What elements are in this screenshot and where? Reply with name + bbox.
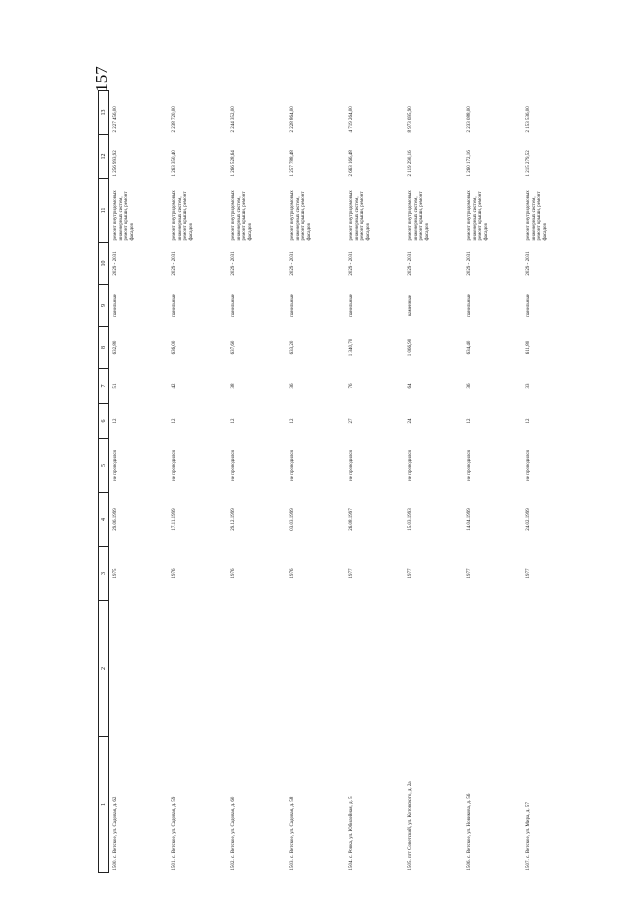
wall-material-cell: панельные [526, 294, 531, 317]
repair-program-table [98, 90, 581, 873]
year-cell: 1976 [290, 568, 295, 579]
area-cell: 1 340,70 [349, 338, 354, 357]
address-cell: 1506. с. Ветское, ул. Новикова, д. 56 [467, 793, 472, 871]
date-cell: 17.11.1999 [172, 508, 177, 531]
cost-cell: 1 260 172,16 [467, 150, 472, 177]
date-cell: 29.06.1999 [113, 508, 118, 531]
area-cell: 636,00 [172, 340, 177, 355]
year-cell: 1977 [526, 568, 531, 579]
date-cell: 24.02.1999 [526, 508, 531, 531]
wall-material-cell: панельные [467, 294, 472, 317]
work-types-cell: ремонт внутридомовых инженерных систем, ремонт крыши, ремонт фасадов [467, 190, 489, 241]
column-header-3: 3 [99, 547, 109, 601]
units-cell: 12 [526, 418, 531, 424]
area-cell: 632,80 [113, 340, 118, 355]
area-cell: 634,40 [467, 340, 472, 355]
area-cell: 633,20 [290, 340, 295, 355]
table-row [227, 91, 286, 873]
year-cell: 1975 [113, 568, 118, 579]
units-cell: 27 [349, 418, 354, 424]
date-cell: 29.12.1999 [231, 508, 236, 531]
total-cell: 2 238 720,00 [172, 106, 177, 133]
period-cell: 2029 - 2031 [231, 251, 236, 276]
date-cell: 14.04.1999 [467, 508, 472, 531]
area-cell: 637,60 [231, 340, 236, 355]
column-header-9: 9 [99, 285, 109, 327]
cost-cell: 1 266 528,64 [231, 150, 236, 177]
period-cell: 2029 - 2031 [526, 251, 531, 276]
work-types-cell: ремонт внутридомовых инженерных систем, ремонт крыши, ремонт фасадов [172, 190, 194, 241]
year-cell: 1977 [467, 568, 472, 579]
total-cell: 4 719 264,00 [349, 106, 354, 133]
units-cell: 12 [290, 418, 295, 424]
residents-cell: 42 [172, 383, 177, 389]
year-cell: 1977 [408, 568, 413, 579]
work-types-cell: ремонт внутридомовых инженерных систем, ремонт крыши, ремонт фасадов [290, 190, 312, 241]
cost-cell: 1 263 350,40 [172, 150, 177, 177]
residents-cell: 38 [231, 383, 236, 389]
wall-material-cell: панельные [290, 294, 295, 317]
column-header-11: 11 [99, 179, 109, 243]
address-cell: 1505. пгт Советский, ул. Котовского, д. 2а [408, 781, 413, 871]
previous-repair-cell: не проводился [349, 450, 354, 481]
previous-repair-cell: не проводился [172, 450, 177, 481]
cost-cell: 2 663 166,48 [349, 150, 354, 177]
address-cell: 1503. с. Ветское, ул. Садовая, д. 58 [290, 796, 295, 871]
work-types-cell: ремонт внутридомовых инженерных систем, ремонт крыши, ремонт фасадов [408, 190, 430, 241]
units-cell: 12 [231, 418, 236, 424]
column-header-4: 4 [99, 493, 109, 547]
wall-material-cell: панельные [349, 294, 354, 317]
address-cell: 1500. с. Ветское, ул. Садовая, д. 62 [113, 796, 118, 871]
wall-material-cell: панельные [172, 294, 177, 317]
units-cell: 12 [113, 418, 118, 424]
period-cell: 2029 - 2031 [172, 251, 177, 276]
total-cell: 2 227 456,00 [113, 106, 118, 133]
previous-repair-cell: не проводился [526, 450, 531, 481]
cost-cell: 1 257 788,48 [290, 150, 295, 177]
units-cell: 12 [172, 418, 177, 424]
cost-cell: 1 215 279,52 [526, 150, 531, 177]
previous-repair-cell: не проводился [408, 450, 413, 481]
units-cell: 24 [408, 418, 413, 424]
work-types-cell: ремонт внутридомовых инженерных систем, ремонт крыши, ремонт фасадов [349, 190, 371, 241]
table-row [463, 91, 522, 873]
column-header-8: 8 [99, 327, 109, 369]
column-header-7: 7 [99, 369, 109, 404]
column-header-6: 6 [99, 404, 109, 439]
column-header-2: 2 [99, 601, 109, 737]
year-cell: 1977 [349, 568, 354, 579]
previous-repair-cell: не проводился [231, 450, 236, 481]
column-header-1: 1 [99, 737, 109, 873]
residents-cell: 76 [349, 383, 354, 389]
residents-cell: 36 [467, 383, 472, 389]
table-row [168, 91, 227, 873]
rotated-table-container [98, 91, 548, 873]
area-cell: 1 066,90 [408, 338, 413, 357]
column-header-13: 13 [99, 91, 109, 135]
residents-cell: 51 [113, 383, 118, 389]
area-cell: 611,80 [526, 340, 531, 355]
table-row [404, 91, 463, 873]
work-types-cell: ремонт внутридомовых инженерных систем, ремонт крыши, ремонт фасадов [231, 190, 253, 241]
total-cell: 2 228 864,00 [290, 106, 295, 133]
total-cell: 2 153 536,00 [526, 106, 531, 133]
previous-repair-cell: не проводился [113, 450, 118, 481]
period-cell: 2029 - 2031 [290, 251, 295, 276]
cost-cell: 1 256 993,92 [113, 150, 118, 177]
units-cell: 12 [467, 418, 472, 424]
page-number: 157 [92, 66, 111, 92]
previous-repair-cell: не проводился [290, 450, 295, 481]
address-cell: 1504. с. Ровка, ул. Юбилейная, д. 5 [349, 796, 354, 871]
cost-cell: 2 119 290,16 [408, 150, 413, 177]
residents-cell: 64 [408, 383, 413, 389]
work-types-cell: ремонт внутридомовых инженерных систем, ремонт крыши, ремонт фасадов [526, 190, 548, 241]
total-cell: 8 973 695,90 [408, 106, 413, 133]
date-cell: 03.03.1999 [290, 508, 295, 531]
address-cell: 1502. с. Ветское, ул. Садовая, д. 60 [231, 796, 236, 871]
period-cell: 2029 - 2031 [408, 251, 413, 276]
total-cell: 2 233 088,00 [467, 106, 472, 133]
table-row [286, 91, 345, 873]
work-types-cell: ремонт внутридомовых инженерных систем, ремонт крыши, ремонт фасадов [113, 190, 135, 241]
wall-material-cell: панельные [113, 294, 118, 317]
column-number-row [99, 91, 109, 873]
residents-cell: 36 [290, 383, 295, 389]
previous-repair-cell: не проводился [467, 450, 472, 481]
residents-cell: 33 [526, 383, 531, 389]
table-row [522, 91, 581, 873]
wall-material-cell: каменные [408, 295, 413, 316]
column-header-12: 12 [99, 135, 109, 179]
period-cell: 2029 - 2031 [113, 251, 118, 276]
table-row [109, 91, 169, 873]
wall-material-cell: панельные [231, 294, 236, 317]
table-row [345, 91, 404, 873]
table-body [109, 91, 582, 873]
date-cell: 26.08.1997 [349, 508, 354, 531]
column-header-10: 10 [99, 243, 109, 285]
address-cell: 1507. с. Ветское, ул. Мира, д. 57 [526, 802, 531, 871]
total-cell: 2 244 352,00 [231, 106, 236, 133]
year-cell: 1976 [172, 568, 177, 579]
period-cell: 2029 - 2031 [349, 251, 354, 276]
address-cell: 1501. с. Ветское, ул. Садовая, д. 59 [172, 796, 177, 871]
date-cell: 15.03.1993 [408, 508, 413, 531]
period-cell: 2029 - 2031 [467, 251, 472, 276]
column-header-5: 5 [99, 439, 109, 493]
year-cell: 1976 [231, 568, 236, 579]
